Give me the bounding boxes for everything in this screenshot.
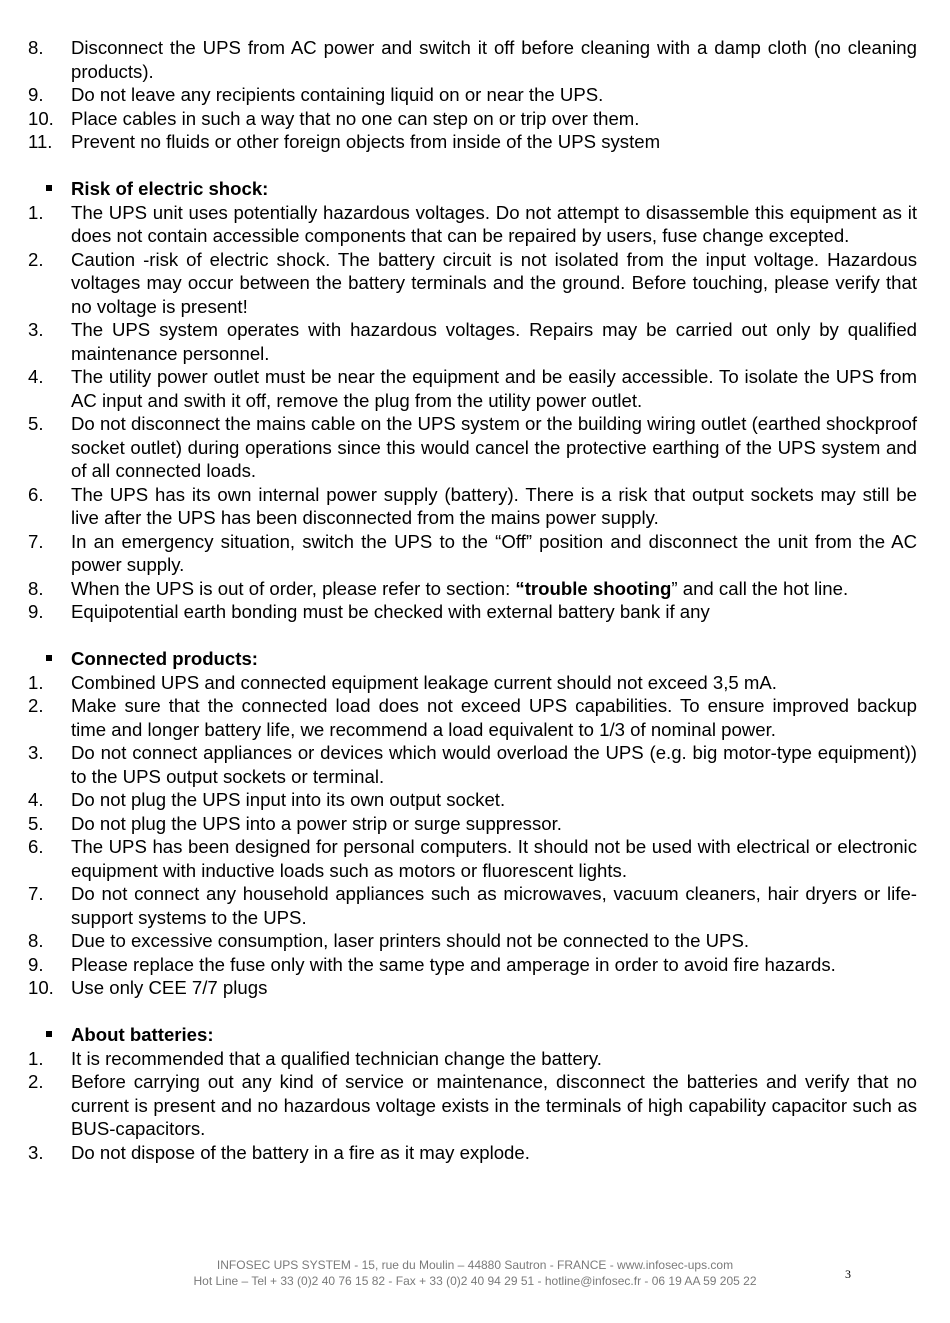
list-item-text: Do not connect appliances or devices which would overload the UPS (e.g. big motor-type equipment)) to the UPS output sockets or terminal. xyxy=(71,742,917,787)
list-item-number: 2. xyxy=(28,248,44,270)
list-item xyxy=(0,248,950,319)
list-item-text: Disconnect the UPS from AC power and switch it off before cleaning with a damp cloth (no cleaning products). xyxy=(71,37,917,82)
list-item xyxy=(0,107,950,131)
list-item xyxy=(0,953,950,977)
section-heading xyxy=(0,1023,950,1047)
list-item-number: 6. xyxy=(28,836,44,857)
list-item-emphasis: “trouble shooting xyxy=(515,577,672,599)
list-item xyxy=(0,1141,950,1165)
list-item-number: 2. xyxy=(28,695,44,716)
list-item xyxy=(0,1047,950,1071)
list-item-text: Do not plug the UPS into a power strip or surge suppressor. xyxy=(71,812,562,834)
list-item xyxy=(0,694,950,741)
list-item-text: When the UPS is out of order, please refer to section: xyxy=(71,577,516,599)
list-item-text: The UPS system operates with hazardous voltages. Repairs may be carried out only by qualified maintenance personnel. xyxy=(71,319,917,364)
list-item-text: Combined UPS and connected equipment leakage current should not exceed 3,5 mA. xyxy=(71,671,777,693)
list-item xyxy=(0,83,950,107)
list-item xyxy=(0,1070,950,1141)
list-item xyxy=(0,835,950,882)
list-item xyxy=(0,530,950,577)
list-item-text: Use only CEE 7/7 plugs xyxy=(71,977,268,998)
list-item-text: The UPS has been designed for personal computers. It should not be used with electrical or electronic equipment with inductive loads such as motors or fluorescent lights. xyxy=(71,836,917,881)
list-item-number: 8. xyxy=(28,577,44,599)
list-item xyxy=(0,365,950,412)
list-item-text: Do not disconnect the mains cable on the UPS system or the building wiring outlet (earthed shockproof socket outlet) during operations since this would cancel the protective earthing of the UPS system and of all connected loads. xyxy=(71,413,917,481)
list-item xyxy=(0,788,950,812)
section-electric-shock xyxy=(0,177,950,624)
intro-list xyxy=(0,36,950,154)
list-item-number: 5. xyxy=(28,812,44,834)
list-item-number: 1. xyxy=(28,1047,44,1069)
list-item-number: 2. xyxy=(28,1071,44,1092)
list-item xyxy=(0,671,950,695)
list-item-number: 11. xyxy=(28,131,53,152)
section-about-batteries xyxy=(0,1023,950,1164)
list-item-number: 5. xyxy=(28,413,44,434)
section-heading-text: About batteries: xyxy=(71,1024,214,1045)
list-item-text: In an emergency situation, switch the UPS to the “Off” position and disconnect the unit from the AC power supply. xyxy=(71,530,917,575)
footer-hotline: Hot Line – Tel + 33 (0)2 40 76 15 82 - Fax + 33 (0)2 40 94 29 51 - hotline@infosec.fr - 06 19 AA 59 205 22 xyxy=(193,1274,757,1288)
list-item-text: Do not dispose of the battery in a fire as it may explode. xyxy=(71,1141,530,1163)
list-item-text: The UPS unit uses potentially hazardous voltages. Do not attempt to disassemble this equipment as it does not contain accessible components that can be repaired by users, fuse change excepted. xyxy=(71,201,917,246)
list-item-number: 9. xyxy=(28,601,44,622)
list-item-text: It is recommended that a qualified technician change the battery. xyxy=(71,1047,602,1069)
list-item-number: 4. xyxy=(28,366,44,387)
page-footer xyxy=(0,1257,950,1289)
list-item-text: Do not connect any household appliances such as microwaves, vacuum cleaners, hair dryers or life-support systems to the UPS. xyxy=(71,883,917,928)
list-item xyxy=(0,412,950,483)
list-item-number: 8. xyxy=(28,930,44,951)
list-item-number: 7. xyxy=(28,530,44,552)
list-item-number: 9. xyxy=(28,953,44,975)
list-item xyxy=(0,741,950,788)
list-item-number: 3. xyxy=(28,1141,44,1163)
list-item-number: 10. xyxy=(28,107,54,129)
shock-list xyxy=(0,201,950,624)
page-number: 3 xyxy=(845,1267,851,1281)
list-item-text: Make sure that the connected load does not exceed UPS capabilities. To ensure improved backup time and longer battery life, we recommend a load equivalent to 1/3 of nominal power. xyxy=(71,695,917,740)
list-item xyxy=(0,929,950,953)
batteries-list xyxy=(0,1047,950,1165)
list-item xyxy=(0,812,950,836)
list-item xyxy=(0,600,950,624)
section-heading xyxy=(0,647,950,671)
list-item-text: Do not leave any recipients containing liquid on or near the UPS. xyxy=(71,84,604,105)
list-item-text: Caution -risk of electric shock. The battery circuit is not isolated from the input voltage. Hazardous voltages may occur between the battery terminals and the ground. Before touching, please verify that no voltage is present! xyxy=(71,248,917,317)
section-heading-text: Connected products: xyxy=(71,648,258,669)
list-item-text: Due to excessive consumption, laser printers should not be connected to the UPS. xyxy=(71,930,750,951)
list-item xyxy=(0,882,950,929)
list-item-text: The utility power outlet must be near the equipment and be easily accessible. To isolate the UPS from AC input and swith it off, remove the plug from the utility power outlet. xyxy=(71,366,917,411)
footer-address: INFOSEC UPS SYSTEM - 15, rue du Moulin – 44880 Sautron - FRANCE - www.infosec-ups.com xyxy=(216,1258,734,1272)
list-item xyxy=(0,36,950,83)
list-item-text: Equipotential earth bonding must be checked with external battery bank if any xyxy=(71,601,710,622)
list-item-text: Prevent no fluids or other foreign objects from inside of the UPS system xyxy=(71,131,661,152)
list-item-number: 4. xyxy=(28,789,44,810)
square-bullet-icon xyxy=(46,1031,52,1037)
list-item xyxy=(0,483,950,530)
list-item-text: Before carrying out any kind of service or maintenance, disconnect the batteries and verify that no current is present and no hazardous voltage exists in the terminals of high capability capacitor such as BUS-capacitors. xyxy=(71,1071,917,1139)
page-content xyxy=(0,36,950,1164)
list-item-text: Place cables in such a way that no one can step on or trip over them. xyxy=(71,107,640,129)
connected-list xyxy=(0,671,950,1000)
square-bullet-icon xyxy=(46,185,52,191)
list-item xyxy=(0,201,950,248)
list-item-number: 1. xyxy=(28,201,44,223)
list-item-number: 8. xyxy=(28,37,44,58)
list-item-number: 3. xyxy=(28,319,44,340)
list-item-number: 10. xyxy=(28,977,54,998)
section-connected-products xyxy=(0,647,950,1000)
section-heading xyxy=(0,177,950,201)
list-item-text: ” and call the hot line. xyxy=(671,577,849,599)
list-item-number: 1. xyxy=(28,671,44,693)
section-heading-text: Risk of electric shock: xyxy=(71,178,269,199)
list-item xyxy=(0,577,950,601)
list-item-number: 3. xyxy=(28,742,44,763)
list-item-number: 7. xyxy=(28,883,44,904)
square-bullet-icon xyxy=(46,655,52,661)
list-item-text: Please replace the fuse only with the same type and amperage in order to avoid fire hazards. xyxy=(71,953,836,975)
list-item xyxy=(0,130,950,154)
list-item-text: Do not plug the UPS input into its own output socket. xyxy=(71,789,506,810)
list-item-number: 9. xyxy=(28,84,44,105)
list-item xyxy=(0,976,950,1000)
list-item xyxy=(0,318,950,365)
list-item-number: 6. xyxy=(28,483,44,505)
list-item-text: The UPS has its own internal power supply (battery). There is a risk that output sockets may still be live after the UPS has been disconnected from the mains power supply. xyxy=(71,483,917,528)
